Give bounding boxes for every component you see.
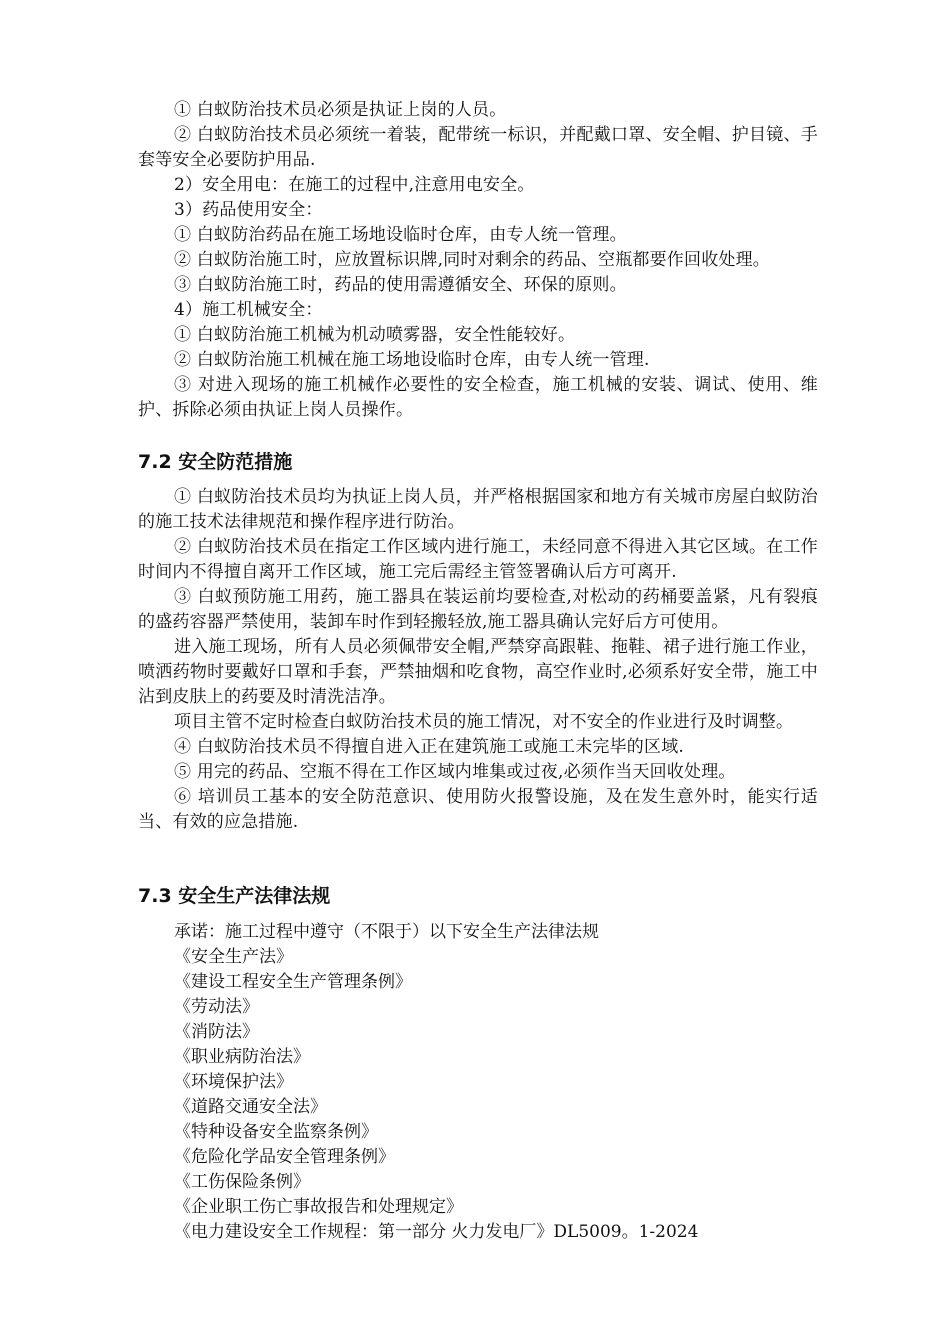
law-item: 《工伤保险条例》 bbox=[174, 1172, 310, 1192]
law-item: 《劳动法》 bbox=[174, 997, 259, 1017]
commitment-intro: 承诺：施工过程中遵守（不限于）以下安全生产法律法规 bbox=[174, 922, 599, 942]
law-item: 《特种设备安全监察条例》 bbox=[174, 1122, 378, 1142]
paragraph: ③ 白蚁预防施工用药，施工器具在装运前均要检查,对松动的药桶要盖紧，凡有裂痕的盛药容器严禁使用，装卸车时作到轻搬轻放,施工器具确认完好后方可使用。 bbox=[138, 587, 818, 632]
paragraph: ① 白蚁防治技术员均为执证上岗人员，并严格根据国家和地方有关城市房屋白蚁防治的施工技术法律规范和操作程序进行防治。 bbox=[138, 487, 818, 532]
law-item: 《危险化学品安全管理条例》 bbox=[174, 1147, 395, 1167]
law-item: 《电力建设安全工作规程：第一部分 火力发电厂》DL5009。1-2024 bbox=[174, 1222, 699, 1242]
law-item: 《建设工程安全生产管理条例》 bbox=[174, 972, 412, 992]
law-item: 《消防法》 bbox=[174, 1022, 259, 1042]
paragraph: ① 白蚁防治施工机械为机动喷雾器，安全性能较好。 bbox=[174, 325, 576, 345]
paragraph: 2）安全用电：在施工的过程中,注意用电安全。 bbox=[174, 175, 535, 195]
section-7-1-continued bbox=[138, 98, 818, 423]
paragraph: ① 白蚁防治药品在施工场地设临时仓库，由专人统一管理。 bbox=[174, 225, 627, 245]
paragraph: ⑥ 培训员工基本的安全防范意识、使用防火报警设施，及在发生意外时，能实行适当、有效的应急措施. bbox=[138, 787, 818, 832]
paragraph: ② 白蚁防治技术员在指定工作区域内进行施工，未经同意不得进入其它区域。在工作时间内不得擅自离开工作区域，施工完后需经主管签署确认后方可离开. bbox=[138, 537, 818, 582]
section-heading-7-2: 7.2 安全防范措施 bbox=[138, 451, 293, 473]
paragraph: 项目主管不定时检查白蚁防治技术员的施工情况，对不安全的作业进行及时调整。 bbox=[174, 712, 794, 732]
paragraph: ① 白蚁防治技术员必须是执证上岗的人员。 bbox=[174, 100, 507, 120]
paragraph: ⑤ 用完的药品、空瓶不得在工作区域内堆集或过夜,必须作当天回收处理。 bbox=[174, 762, 736, 782]
paragraph: 4）施工机械安全： bbox=[174, 300, 323, 320]
paragraph: 进入施工现场，所有人员必须佩带安全帽,严禁穿高跟鞋、拖鞋、裙子进行施工作业，喷洒药物时要戴好口罩和手套，严禁抽烟和吃食物，高空作业时,必须系好安全带，施工中沾到皮肤上的药要及时清洗洁净。 bbox=[138, 637, 818, 707]
law-item: 《环境保护法》 bbox=[174, 1072, 293, 1092]
law-item: 《道路交通安全法》 bbox=[174, 1097, 327, 1117]
paragraph: ③ 对进入现场的施工机械作必要性的安全检查，施工机械的安装、调试、使用、维护、拆除必须由执证上岗人员操作。 bbox=[138, 375, 818, 420]
section-7-2-body bbox=[138, 485, 818, 835]
paragraph: ④ 白蚁防治技术员不得擅自进入正在建筑施工或施工未完毕的区域. bbox=[174, 737, 685, 757]
law-item: 《安全生产法》 bbox=[174, 947, 293, 967]
paragraph: ② 白蚁防治施工机械在施工场地设临时仓库，由专人统一管理. bbox=[174, 350, 650, 370]
paragraph: ② 白蚁防治技术员必须统一着装，配带统一标识，并配戴口罩、安全帽、护目镜、手套等安全必要防护用品. bbox=[138, 125, 818, 170]
section-heading-7-3: 7.3 安全生产法律法规 bbox=[138, 885, 331, 907]
paragraph: ② 白蚁防治施工时，应放置标识牌,同时对剩余的药品、空瓶都要作回收处理。 bbox=[174, 250, 771, 270]
law-item: 《企业职工伤亡事故报告和处理规定》 bbox=[174, 1197, 463, 1217]
paragraph: 3）药品使用安全： bbox=[174, 200, 323, 220]
law-list bbox=[138, 920, 818, 1245]
law-item: 《职业病防治法》 bbox=[174, 1047, 310, 1067]
paragraph: ③ 白蚁防治施工时，药品的使用需遵循安全、环保的原则。 bbox=[174, 275, 627, 295]
